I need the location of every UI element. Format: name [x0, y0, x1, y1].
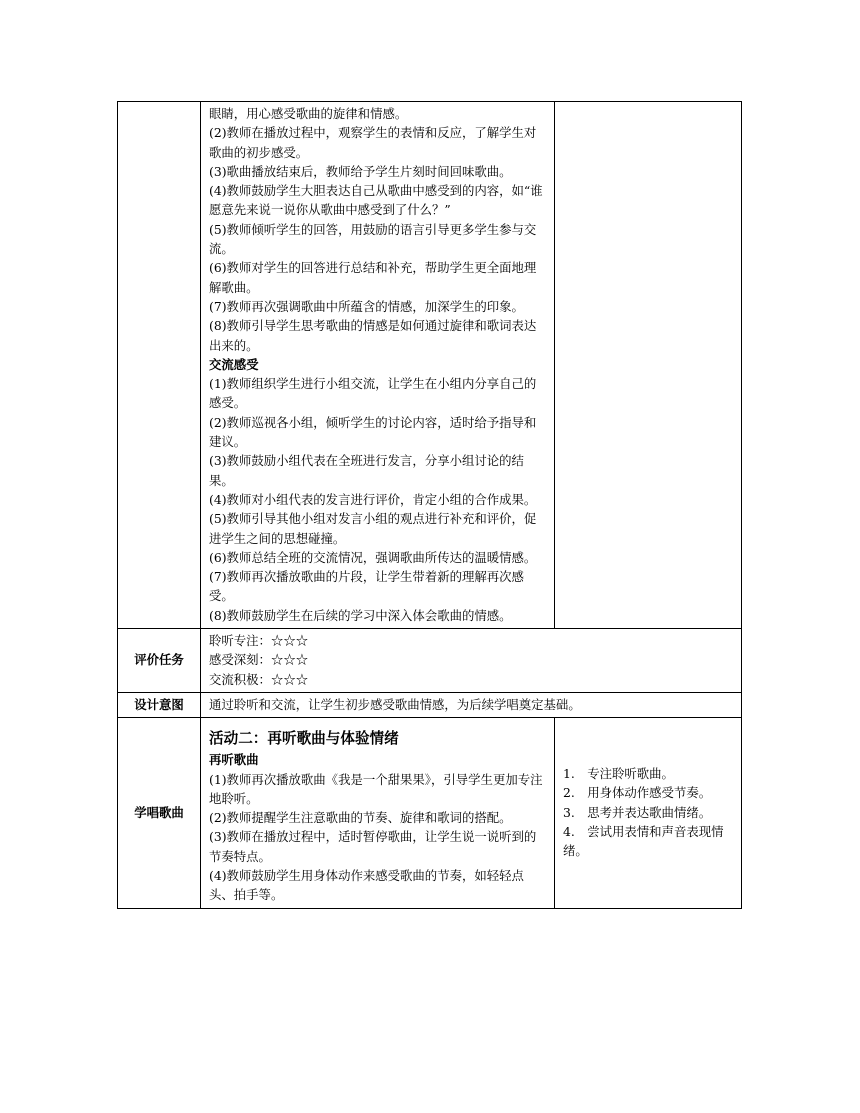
evaluation-label: 评价任务: [118, 629, 201, 693]
evaluation-item: 交流积极：☆☆☆: [209, 671, 309, 687]
activity-two-heading: 活动二：再听歌曲与体验情绪: [209, 730, 399, 748]
activity-step: (1)教师组织学生进行小组交流，让学生在小组内分享自己的感受。: [209, 376, 537, 411]
row-sing-song: [118, 718, 742, 908]
activity-subheading: 再听歌曲: [209, 752, 259, 768]
learning-goal: 3. 思考并表达歌曲情绪。: [563, 804, 712, 820]
evaluation-item: 感受深刻：☆☆☆: [209, 652, 309, 668]
activity-step: (6)教师总结全班的交流情况，强调歌曲所传达的温暖情感。: [209, 549, 537, 565]
design-intent-text: 通过聆听和交流，让学生初步感受歌曲情感，为后续学唱奠定基础。: [201, 692, 742, 717]
activity-step: (3)歌曲播放结束后，教师给予学生片刻时间回味歌曲。: [209, 163, 512, 179]
activity-step: (6)教师对学生的回答进行总结和补充，帮助学生更全面地理解歌曲。: [209, 260, 537, 295]
activity-step: (4)教师鼓励学生用身体动作来感受歌曲的节奏，如轻轻点头、拍手等。: [209, 867, 524, 903]
design-intent-label: 设计意图: [118, 692, 201, 717]
sing-song-content: [201, 718, 555, 908]
activity-step: (5)教师倾听学生的回答，用鼓励的语言引导更多学生参与交流。: [209, 221, 537, 257]
activity-step: (2)教师巡视各小组，倾听学生的讨论内容，适时给予指导和建议。: [209, 414, 537, 450]
activity-step: (1)教师再次播放歌曲《我是一个甜果果》，引导学生更加专注地聆听。: [209, 771, 543, 806]
learning-goal: 4. 尝试用表情和声音表现情绪。: [563, 824, 724, 859]
activity-step: (3)教师鼓励小组代表在全班进行发言，分享小组讨论的结果。: [209, 453, 524, 488]
evaluation-item: 聆听专注：☆☆☆: [209, 633, 309, 649]
row-design-intent: [118, 692, 742, 717]
learning-goals-cell: [555, 718, 742, 908]
activity-step: (2)教师在播放过程中，观察学生的表情和反应，了解学生对歌曲的初步感受。: [209, 125, 537, 160]
activity-step: (8)教师鼓励学生在后续的学习中深入体会歌曲的情感。: [209, 607, 512, 623]
label-cell-empty: [118, 102, 201, 629]
activity-step: 眼睛，用心感受歌曲的旋律和情感。: [209, 106, 408, 121]
lesson-plan-table: [117, 101, 742, 909]
activity-step: (4)教师对小组代表的发言进行评价，肯定小组的合作成果。: [209, 491, 537, 507]
activity-step: (4)教师鼓励学生大胆表达自己从歌曲中感受到的内容，如“谁愿意先来说一说你从歌曲中感受到了什么？”: [209, 183, 543, 218]
goals-cell-empty: [555, 102, 742, 629]
learning-goal: 2. 用身体动作感受节奏。: [563, 785, 712, 801]
activity-step: (3)教师在播放过程中，适时暂停歌曲，让学生说一说听到的节奏特点。: [209, 829, 537, 864]
activity-step: (7)教师再次播放歌曲的片段，让学生带着新的理解再次感受。: [209, 569, 524, 604]
activity-step: (5)教师引导其他小组对发言小组的观点进行补充和评价，促进学生之间的思想碰撞。: [209, 511, 537, 546]
learning-goal: 1. 专注聆听歌曲。: [563, 766, 674, 782]
activity-content-cell: [201, 102, 555, 629]
row-evaluation: [118, 629, 742, 693]
section-subheading: 交流感受: [209, 356, 259, 372]
evaluation-content: [201, 629, 742, 693]
activity-step: (2)教师提醒学生注意歌曲的节奏、旋律和歌词的搭配。: [209, 810, 512, 826]
sing-song-label: 学唱歌曲: [118, 718, 201, 908]
row-activity-continued: [118, 102, 742, 629]
activity-step: (7)教师再次强调歌曲中所蕴含的情感，加深学生的印象。: [209, 298, 524, 314]
activity-step: (8)教师引导学生思考歌曲的情感是如何通过旋律和歌词表达出来的。: [209, 318, 537, 353]
